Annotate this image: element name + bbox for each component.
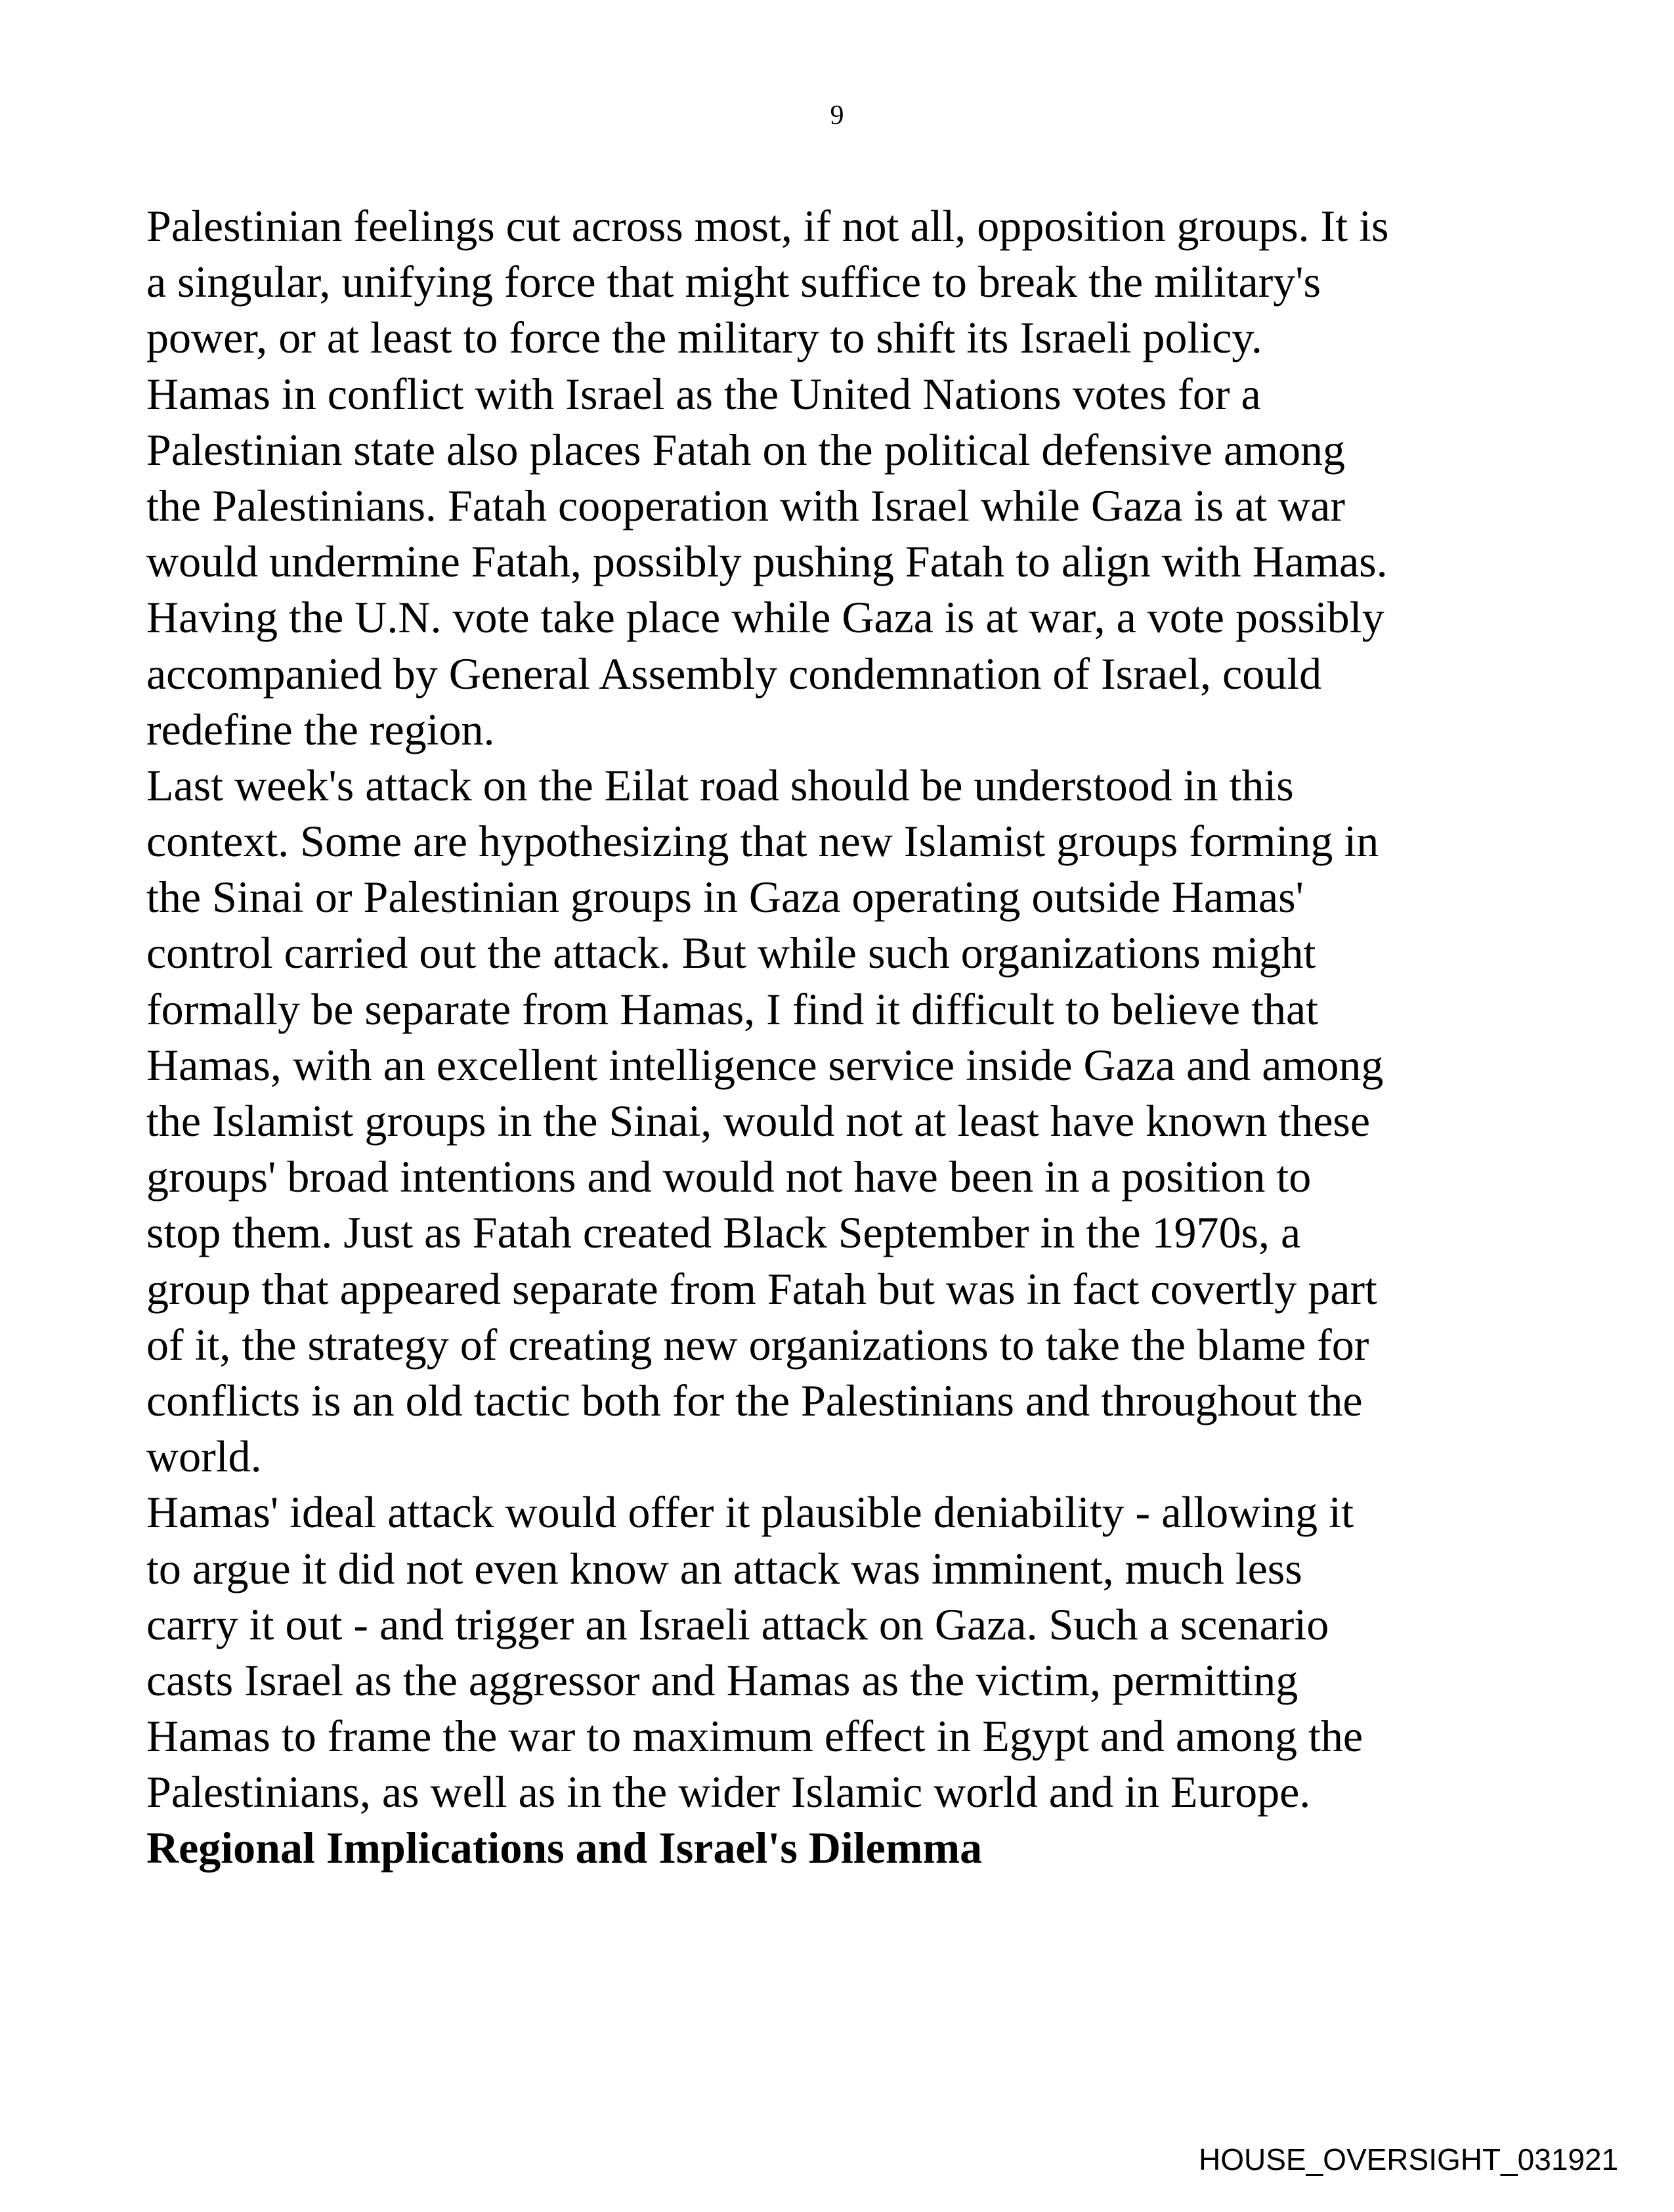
text-line: formally be separate from Hamas, I find it difficult to believe that <box>146 984 1319 1034</box>
paragraph <box>146 198 1388 758</box>
text-line: Hamas' ideal attack would offer it plausible deniability - allowing it <box>146 1487 1354 1538</box>
text-line: of it, the strategy of creating new organizations to take the blame for <box>146 1319 1369 1370</box>
page-number: 9 <box>830 100 844 131</box>
text-line: Hamas in conflict with Israel as the United Nations votes for a <box>146 368 1261 419</box>
paragraph <box>146 758 1388 1485</box>
text-line: conflicts is an old tactic both for the Palestinians and throughout the <box>146 1375 1363 1425</box>
document-body <box>146 198 1388 1876</box>
text-line: the Sinai or Palestinian groups in Gaza operating outside Hamas' <box>146 872 1304 922</box>
text-line: Palestinian feelings cut across most, if not all, opposition groups. It is <box>146 201 1389 251</box>
text-line: Palestinian state also places Fatah on the political defensive among <box>146 424 1346 475</box>
text-line: stop them. Just as Fatah created Black September in the 1970s, a <box>146 1207 1301 1258</box>
text-line: groups' broad intentions and would not have been in a position to <box>146 1152 1312 1202</box>
text-line: casts Israel as the aggressor and Hamas as the victim, permitting <box>146 1655 1298 1705</box>
text-line: would undermine Fatah, possibly pushing Fatah to align with Hamas. <box>146 536 1388 587</box>
text-line: control carried out the attack. But while such organizations might <box>146 928 1316 978</box>
paragraph <box>146 1485 1388 1820</box>
text-line: Hamas to frame the war to maximum effect in Egypt and among the <box>146 1711 1363 1762</box>
text-line: redefine the region. <box>146 704 495 754</box>
text-line: accompanied by General Assembly condemnation of Israel, could <box>146 648 1322 699</box>
text-line: group that appeared separate from Fatah but was in fact covertly part <box>146 1263 1377 1314</box>
text-line: Last week's attack on the Eilat road should be understood in this <box>146 760 1294 810</box>
text-line: Having the U.N. vote take place while Gaza is at war, a vote possibly <box>146 592 1384 643</box>
text-line: power, or at least to force the military to shift its Israeli policy. <box>146 313 1262 363</box>
text-line: Palestinians, as well as in the wider Islamic world and in Europe. <box>146 1767 1311 1817</box>
text-line: the Palestinians. Fatah cooperation with Israel while Gaza is at war <box>146 480 1345 531</box>
document-id-footer: HOUSE_OVERSIGHT_031921 <box>1199 2142 1619 2177</box>
section-heading: Regional Implications and Israel's Dilemma <box>146 1823 983 1873</box>
text-line: context. Some are hypothesizing that new Islamist groups forming in <box>146 816 1379 867</box>
text-line: Hamas, with an excellent intelligence service inside Gaza and among <box>146 1039 1384 1090</box>
text-line: world. <box>146 1431 262 1482</box>
text-line: carry it out - and trigger an Israeli attack on Gaza. Such a scenario <box>146 1599 1329 1649</box>
text-line: to argue it did not even know an attack was imminent, much less <box>146 1543 1302 1594</box>
text-line: a singular, unifying force that might suffice to break the military's <box>146 257 1321 307</box>
text-line: the Islamist groups in the Sinai, would not at least have known these <box>146 1096 1371 1146</box>
